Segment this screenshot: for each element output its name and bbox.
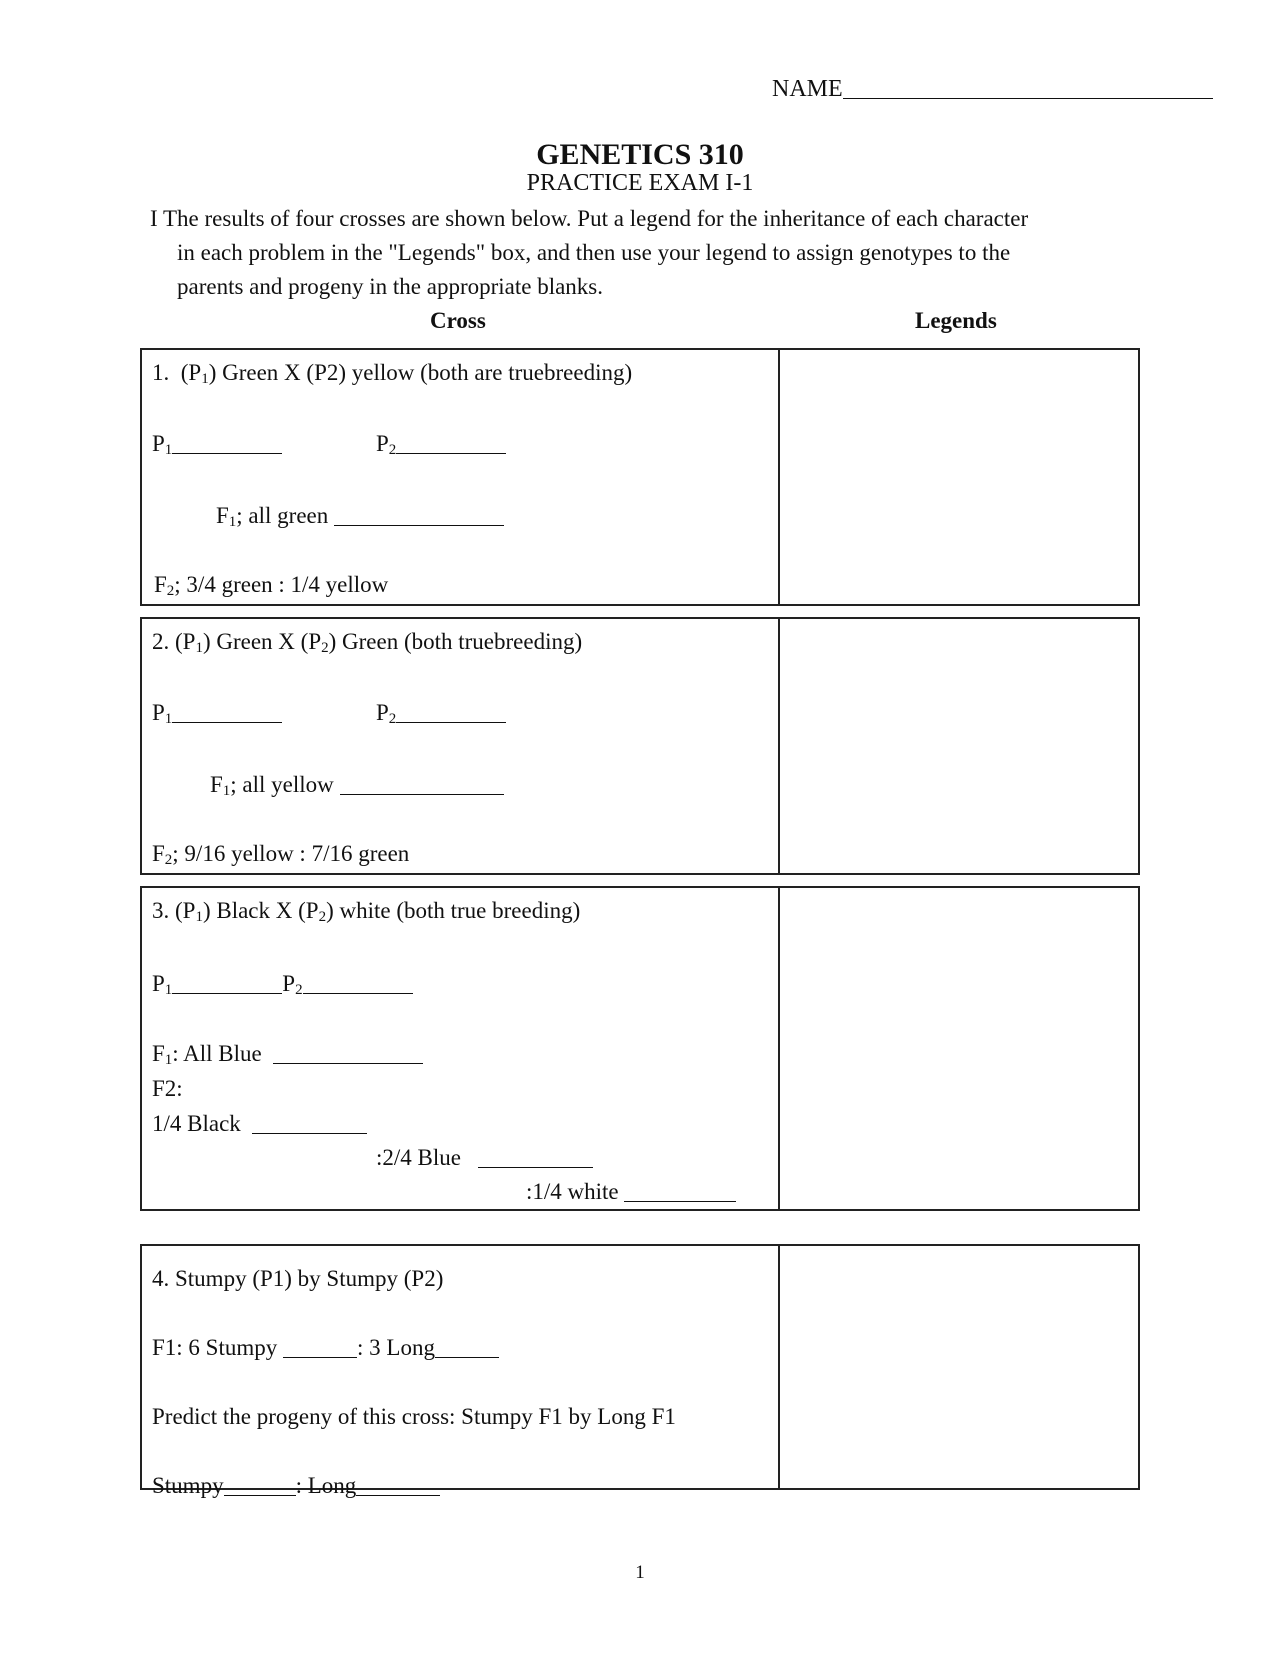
instructions-line-1: I The results of four crosses are shown below. Put a legend for the inheritance of each character [150,206,1029,231]
problem-1-p2-blank[interactable]: $P_2$ [376,430,506,457]
page-subtitle: PRACTICE EXAM I-1 [526,170,754,196]
problem-3-blue-line[interactable]: :2/4 Blue [376,1144,593,1171]
problem-3-box [140,886,1140,1211]
problem-4-predict: Predict the progeny of this cross: Stumpy F1 by Long F1 [152,1404,676,1429]
page-number: 1 [635,1562,645,1583]
problem-2-p2-blank[interactable]: $P_2$ [376,699,506,726]
problem-1-f1-line[interactable]: $F_1$; all green [216,502,504,529]
problem-3-question: 3. $(P_1)$ Black X $(P_2)$ white (both true breeding) [152,898,581,925]
problem-2-question: 2. $(P_1)$ Green X $(P_2)$ Green (both truebreeding) [152,629,583,656]
problem-1-f2-line: $F_2$; 3/4 green : 1/4 yellow [154,572,389,599]
problem-3-f1-line[interactable]: $F_1$: All Blue [152,1040,423,1067]
problem-2-f2-line: $F_2$; 9/16 yellow : 7/16 green [152,841,410,868]
problem-3-divider [778,888,780,1209]
problem-3-white-line[interactable]: :1/4 white [526,1178,736,1205]
problem-1-question: 1. $(P_1)$ Green X (P2) yellow (both are truebreeding) [152,360,633,387]
problem-3-parents-blanks[interactable]: $P_1$ $P_2$ [152,970,413,997]
problem-2-f1-line[interactable]: $F_1$; all yellow [210,771,504,798]
problem-1-box [140,348,1140,606]
problem-1-p1-blank[interactable]: $P_1$ [152,430,282,457]
name-label: NAME [772,76,843,102]
problem-3-black-line[interactable]: 1/4 Black [152,1110,367,1137]
page-title: GENETICS 310 [536,138,744,171]
problem-4-box [140,1244,1140,1498]
problem-1-divider [778,350,780,604]
problem-2-p1-blank[interactable]: $P_1$ [152,699,282,726]
problem-4-question: 4. Stumpy (P1) by Stumpy (P2) [152,1266,444,1291]
column-header-legends: Legends [915,308,997,333]
problem-4-f1-line[interactable]: F1: 6 Stumpy : 3 Long [152,1334,499,1361]
problem-2-box [140,617,1140,875]
problem-4-answer-line[interactable]: Stumpy : Long [152,1472,440,1499]
name-blank[interactable] [843,74,1213,99]
problem-3-f2-label: F2: [152,1076,183,1101]
problem-2-divider [778,619,780,873]
instructions-line-3: parents and progeny in the appropriate blanks. [177,274,604,299]
name-field[interactable] [772,74,1213,103]
problem-4-divider [778,1246,780,1488]
column-header-cross: Cross [430,308,486,333]
instructions-line-2: in each problem in the "Legends" box, and then use your legend to assign genotypes to the [177,240,1011,265]
